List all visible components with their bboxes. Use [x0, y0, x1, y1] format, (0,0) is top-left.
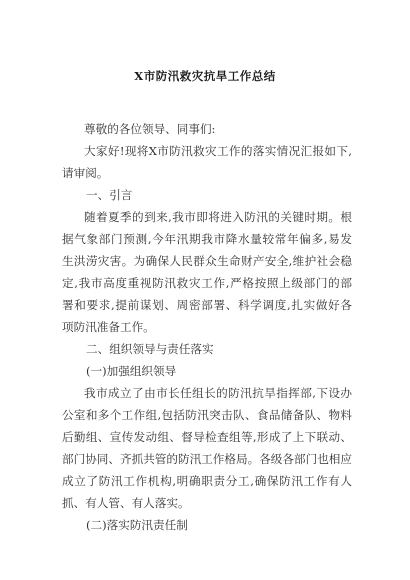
- subsection-1-line-2: 公室和多个工作组,包括防汛突击队、食品储备队、物料: [62, 408, 352, 422]
- intro-line-1: 大家好!现将X市防汛救灾工作的落实情况汇报如下,: [84, 144, 352, 158]
- section-2-heading: 二、组织领导与责任落实: [86, 342, 214, 356]
- section-1-line-6: 项防汛准备工作。: [62, 320, 155, 334]
- subsection-1-heading: (一)加强组织领导: [86, 364, 177, 378]
- subsection-1-line-1: 我市成立了由市长任组长的防汛抗旱指挥部,下设办: [84, 386, 352, 400]
- section-1-line-5: 署和要求,提前谋划、周密部署、科学调度,扎实做好各: [62, 298, 352, 312]
- subsection-1-line-6: 抓、有人管、有人落实。: [62, 496, 190, 510]
- subsection-1-line-5: 成立了防汛工作机构,明确职责分工,确保防汛工作有人: [62, 474, 352, 488]
- section-1-line-1: 随着夏季的到来,我市即将进入防汛的关键时期。根: [84, 210, 352, 224]
- section-1-line-3: 生洪涝灾害。为确保人民群众生命财产安全,维护社会稳: [62, 254, 352, 268]
- subsection-1-line-3: 后勤组、宣传发动组、督导检查组等,形成了上下联动、: [62, 430, 352, 444]
- subsection-1-line-4: 部门协同、齐抓共管的防汛工作格局。各级各部门也相应: [62, 452, 352, 466]
- subsection-2-heading: (二)落实防汛责任制: [86, 518, 188, 532]
- salutation: 尊敬的各位领导、同事们:: [84, 122, 216, 136]
- intro-line-2: 请审阅。: [62, 166, 109, 180]
- document-title: X市防汛救灾抗旱工作总结: [134, 69, 276, 83]
- section-1-line-2: 据气象部门预测,今年汛期我市降水量较常年偏多,易发: [62, 232, 352, 246]
- section-1-line-4: 定,我市高度重视防汛救灾工作,严格按照上级部门的部: [62, 276, 352, 290]
- section-1-heading: 一、引言: [86, 188, 133, 202]
